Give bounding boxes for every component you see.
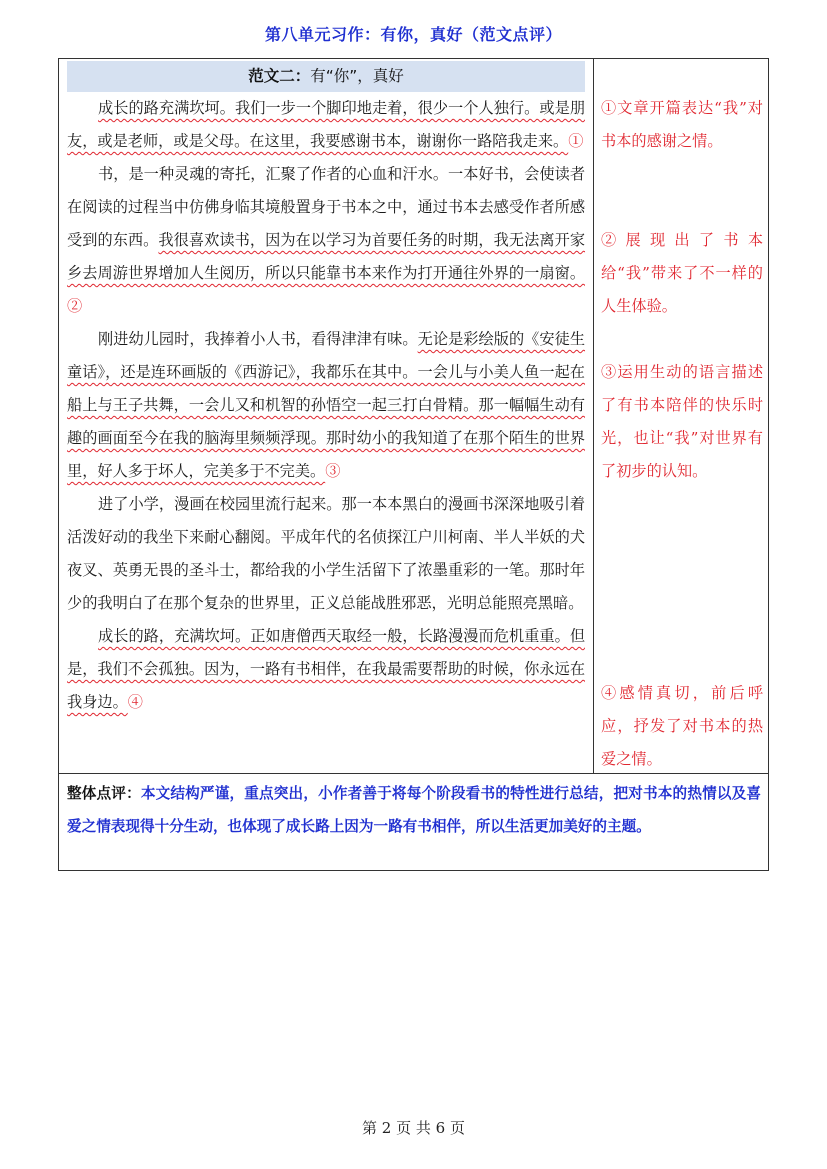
annotation-marker: ② (67, 297, 83, 315)
paragraph-text: 刚进幼儿园时，我捧着小人书，看得津津有味。 (98, 330, 418, 348)
page-title: 第八单元习作：有你，真好（范文点评） (264, 25, 562, 44)
essay-paragraph-1 (67, 92, 585, 158)
overall-comment (67, 777, 761, 843)
annotation-2: ②展现出了书本给“我”带来了不一样的人生体验。 (601, 231, 763, 315)
annotation-3: ③运用生动的语言描述了有书本陪伴的快乐时光，也让“我”对世界有了初步的认知。 (601, 363, 763, 480)
annotation-marker: ④ (127, 693, 143, 711)
underlined-text: 成长的路充满坎坷。我们一步一个脚印地走着，很少一个人独行。或是朋友，或是老师，或是父母。在这里，我要感谢书本，谢谢你一路陪我走来。 (67, 99, 585, 150)
underlined-text: 我很喜欢读书，因为在以学习为首要任务的时期，我无法离开家乡去周游世界增加人生阅历，所以只能靠书本来作为打开通往外界的一扇窗。 (67, 231, 586, 282)
column-divider (593, 59, 594, 773)
annotation-1: ①文章开篇表达“我”对书本的感谢之情。 (601, 99, 763, 150)
paragraph-text: 书，是一种灵魂的寄托，汇聚了作者的心血和汗水。一本好书，会使读者在阅读的过程当中仿佛身临其境般置身于书本之中，通过书本去感受作者所感受到的东西。 (67, 165, 585, 249)
article-heading-title: 有“你”，真好 (310, 67, 404, 85)
essay-paragraph-5 (67, 620, 585, 719)
annotation-4: ④感情真切，前后呼应，抒发了对书本的热爱之情。 (601, 684, 763, 768)
annotation-marker: ③ (325, 462, 341, 480)
overall-comment-label: 整体点评： (67, 785, 141, 802)
annotation-marker: ① (568, 132, 584, 150)
essay-table (58, 58, 769, 871)
essay-paragraph-2 (67, 158, 585, 323)
essay-body (67, 92, 585, 719)
article-heading (67, 61, 585, 92)
underlined-text: 成长的路，充满坎坷。正如唐僧西天取经一般，长路漫漫而危机重重。但是，我们不会孤独。因为，一路有书相伴，在我最需要帮助的时候，你永远在我身边。 (67, 627, 585, 711)
page-footer: 第 2 页 共 6 页 (362, 1119, 465, 1137)
overall-comment-text: 本文结构严谨，重点突出，小作者善于将每个阶段看书的特性进行总结，把对书本的热情以及喜爱之情表现得十分生动，也体现了成长路上因为一路有书相伴，所以生活更加美好的主题。 (67, 785, 761, 835)
essay-paragraph-4 (67, 488, 585, 620)
paragraph-text: 进了小学，漫画在校园里流行起来。那一本本黑白的漫画书深深地吸引着活泼好动的我坐下来耐心翻阅。平成年代的名侦探江户川柯南、半人半妖的犬夜叉、英勇无畏的圣斗士，都给我的小学生活留下了浓墨重彩的一笔。那时年少的我明白了在那个复杂的世界里，正义总能战胜邪恶，光明总能照亮黑暗。 (67, 495, 585, 612)
article-heading-label: 范文二： (248, 67, 311, 85)
essay-paragraph-3 (67, 323, 585, 488)
underlined-text: 无论是彩绘版的《安徒生童话》，还是连环画版的《西游记》，我都乐在其中。一会儿与小美人鱼一起在船上与王子共舞，一会儿又和机智的孙悟空一起三打白骨精。那一幅幅生动有趣的画面至今在我的脑海里频频浮现。那时幼小的我知道了在那个陌生的世界里，好人多于坏人，完美多于不完美。 (67, 330, 586, 480)
